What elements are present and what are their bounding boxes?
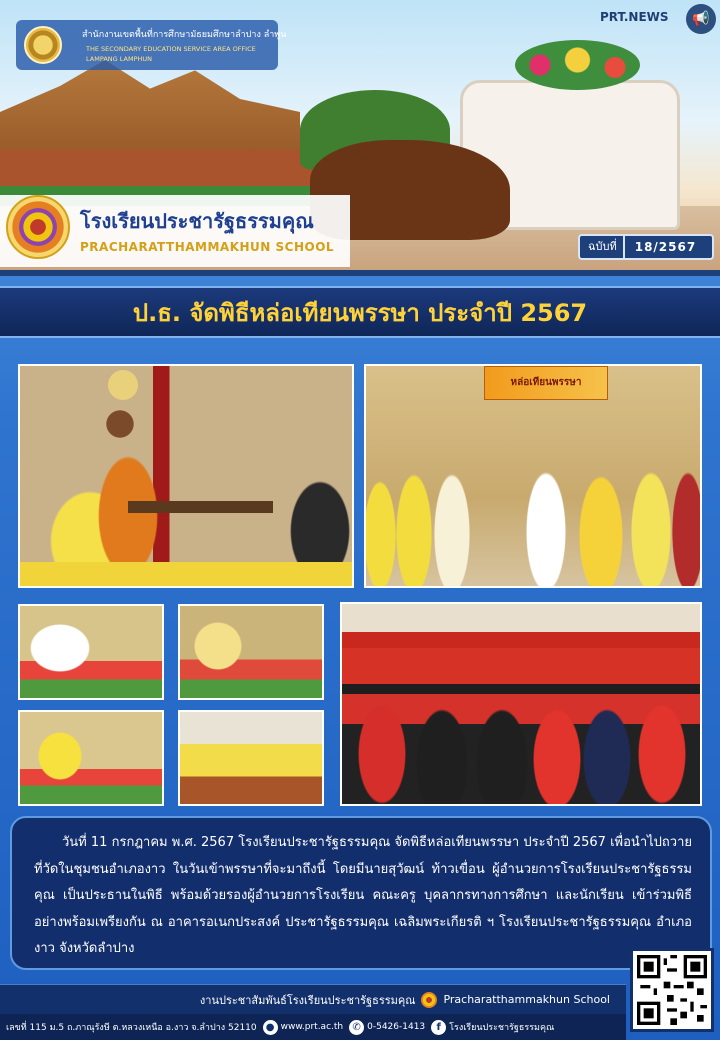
address (6, 1020, 257, 1034)
school-name-footer: Pracharatthammakhun School (443, 993, 610, 1006)
stage-floor (20, 562, 352, 586)
qr-code-icon (637, 955, 707, 1025)
office-name-th: สำนักงานเขตพื้นที่การศึกษามัธยมศึกษาลำปาง ลำพูน (82, 30, 287, 40)
candle-event-sign-text: หล่อเทียนพรรษา (510, 377, 582, 388)
photo-group-stage (364, 364, 702, 588)
office-seal-icon (24, 26, 62, 64)
school-name-en: PRACHARATTHAMMAKHUN SCHOOL (80, 240, 335, 254)
photo-monk-ceremony (18, 364, 354, 588)
issue-badge (578, 234, 714, 260)
facebook-link[interactable] (431, 1020, 554, 1035)
qr-code[interactable] (630, 948, 714, 1032)
page-title: ป.ธ. จัดพิธีหล่อเทียนพรรษา ประจำปี 2567 (132, 298, 588, 327)
lamp (108, 370, 138, 400)
header-banner (0, 0, 720, 272)
photo-candle-pouring-2 (178, 604, 324, 700)
phone-icon: ✆ (349, 1020, 364, 1035)
photo-candle-pouring-1 (18, 604, 164, 700)
office-badge (16, 20, 287, 70)
issue-label: ฉบับที่ (580, 236, 625, 258)
pr-unit-label: งานประชาสัมพันธ์โรงเรียนประชารัฐธรรมคุณ (199, 993, 416, 1007)
school-name-th: โรงเรียนประชารัฐธรรมคุณ (80, 209, 314, 233)
title-bar (0, 286, 720, 338)
header-divider (0, 270, 720, 276)
phone (349, 1020, 425, 1035)
website-link[interactable] (263, 1020, 343, 1035)
stage-group (366, 466, 700, 586)
school-seal-small-icon (421, 992, 437, 1008)
office-name-en-line2: LAMPANG LAMPHUN (86, 55, 152, 63)
facebook-icon: f (431, 1020, 446, 1035)
megaphone-icon: 📢 (686, 4, 716, 34)
article-text: วันที่ 11 กรกฎาคม พ.ศ. 2567 โรงเรียนประชารัฐธรรมคุณ จัดพิธีหล่อเทียนพรรษา ประจำปี 2567 เพื่อนำไปถวายที่วัดในชุมชนอำเภองาว ในวันเข้าพรรษาที่จะมาถึงนี้ โดยมีนายสุวัฒน์ ท้าวเขื่อน ผู้อำนวยการโรงเรียนประชารัฐธรรมคุณ เป็นประธานในพิธี พร้อมด้วยรองผู้อำนวยการโรงเรียน คณะครู บุคลากรทางการศึกษา และนักเรียน เข้าร่วมพิธีอย่างพร้อมเพรียงกัน ณ อาคารอเนกประสงค์ ประชารัฐธรรมคุณ เฉลิมพระเกียรติ ฯ โรงเรียนประชารัฐธรรมคุณ อำเภองาว จังหวัดลำปาง (34, 835, 692, 956)
address-text: เลขที่ 115 ม.5 ถ.ภาณุรังษี ต.หลวงเหนือ อ.งาว จ.ลำปาง 52110 (6, 1023, 257, 1033)
candle-event-sign (484, 366, 608, 400)
phone-text: 0-5426-1413 (367, 1022, 426, 1032)
article-box (10, 816, 712, 970)
flower-decoration (515, 40, 640, 90)
school-seal-icon (6, 195, 70, 259)
photo-candle-pouring-3 (18, 710, 164, 806)
news-brand: PRT.NEWS (600, 10, 669, 24)
student-crowd (342, 654, 700, 804)
temple-wall (0, 150, 330, 190)
globe-icon: ● (263, 1020, 278, 1035)
office-name-en-line1: THE SECONDARY EDUCATION SERVICE AREA OFFICE (86, 45, 256, 53)
website-text: www.prt.ac.th (280, 1022, 344, 1032)
footer-pr-band (0, 984, 626, 1014)
photo-students-seated (178, 710, 324, 806)
facebook-text: โรงเรียนประชารัฐธรรมคุณ (449, 1023, 555, 1033)
issue-number: 18/2567 (634, 240, 697, 254)
contact-band (0, 1014, 626, 1040)
photo-students-praying (340, 602, 702, 806)
offering-table (128, 501, 273, 513)
